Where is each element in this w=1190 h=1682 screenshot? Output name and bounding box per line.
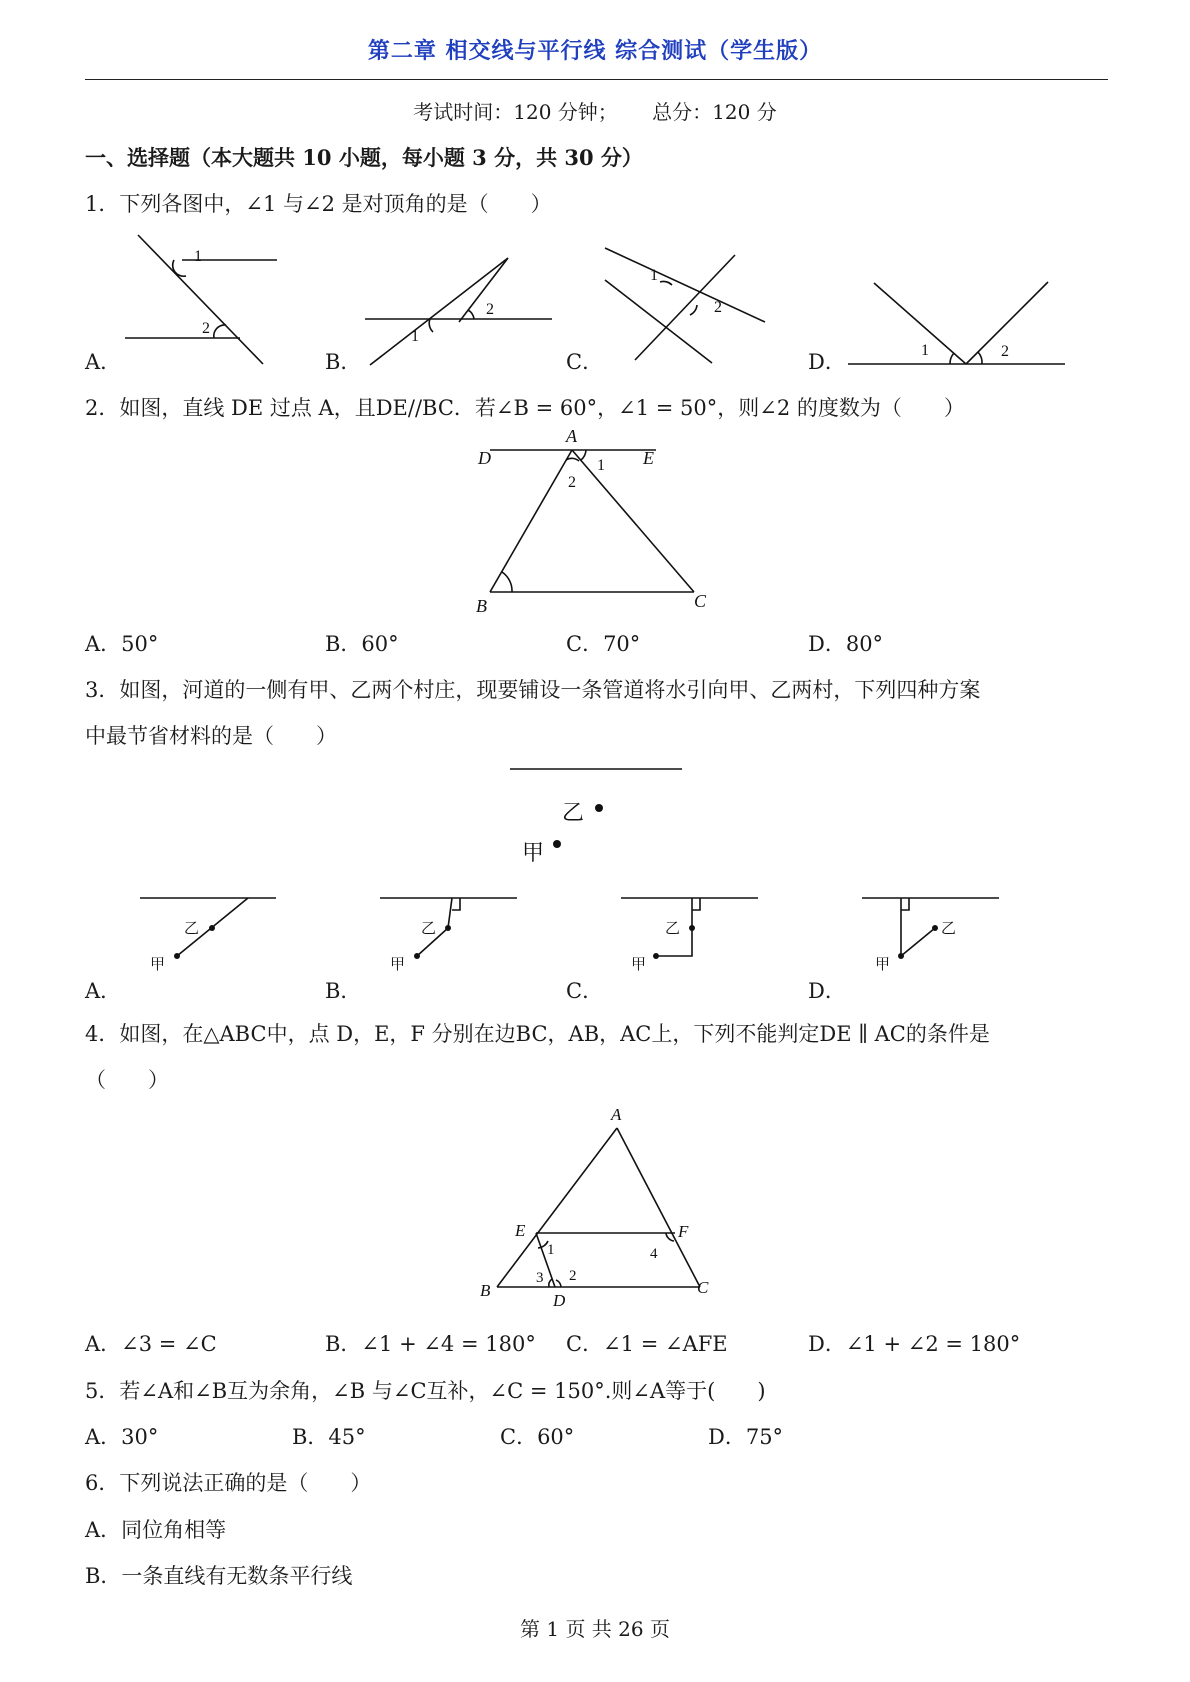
q4-stem-line2: （ ） — [85, 1068, 169, 1092]
q3b-pipe-2 — [448, 898, 452, 928]
q6-stem: 6．下列说法正确的是（ ） — [85, 1471, 372, 1495]
q3a-yi-dot — [209, 925, 215, 931]
q4-label-4: 4 — [650, 1246, 658, 1262]
q6-option-b: B．一条直线有无数条平行线 — [85, 1564, 353, 1588]
q5-option-a: A．30° — [85, 1425, 159, 1449]
q1d-angle1-arc — [950, 353, 954, 364]
q3b-jia-dot — [414, 953, 420, 959]
q5-option-d: D．75° — [708, 1425, 784, 1449]
q3c-yi-dot — [689, 925, 695, 931]
q4-angle3-arc — [549, 1279, 552, 1287]
q1d-label-2: 2 — [1001, 343, 1009, 360]
q4-label-b: B — [480, 1281, 491, 1300]
q3b-right-angle — [452, 898, 460, 910]
q3-stem-line1: 3．如图，河道的一侧有甲、乙两个村庄，现要铺设一条管道将水引向甲、乙两村，下列四种方案 — [85, 678, 981, 702]
q3d-jia-dot — [898, 953, 904, 959]
q5-option-b: B．45° — [292, 1425, 366, 1449]
q4-label-c: C — [697, 1278, 709, 1297]
q3-label-jia: 甲 — [522, 840, 545, 865]
exam-info — [0, 96, 1190, 125]
q1c-label-2: 2 — [714, 299, 722, 316]
page-footer: 第 1 页 共 26 页 — [520, 1617, 670, 1641]
q1-option-d: D． — [808, 350, 846, 374]
q5-option-c: C．60° — [500, 1425, 575, 1449]
q4-label-2: 2 — [569, 1268, 577, 1284]
exam-time: 考试时间：120 分钟； — [413, 100, 618, 124]
q4-angle2-arc — [556, 1280, 561, 1287]
q1c-line3 — [605, 280, 712, 363]
q2-option-c: C．70° — [566, 632, 641, 656]
q2-option-a: A．50° — [85, 632, 159, 656]
q1c-line1 — [605, 248, 765, 322]
q3-stem-line2: 中最节省材料的是（ ） — [85, 724, 337, 748]
q6-option-a: A．同位角相等 — [85, 1518, 227, 1542]
header-divider — [85, 79, 1108, 80]
q4-side-ac — [617, 1128, 700, 1287]
q1-figures — [0, 225, 1190, 365]
q2-stem: 2．如图，直线 DE 过点 A，且DE//BC．若∠B = 60°，∠1 = 50°，则∠2 的度数为（ ） — [85, 396, 965, 420]
q1-stem: 1．下列各图中，∠1 与∠2 是对顶角的是（ ） — [85, 192, 552, 216]
q3-option-d: D． — [808, 979, 846, 1003]
q1c-angle2-arc — [690, 305, 697, 315]
q3a-jia-dot — [174, 953, 180, 959]
q3-label-yi: 乙 — [562, 800, 585, 825]
q3d-right-angle — [901, 898, 909, 910]
q3c-jia-dot — [653, 953, 659, 959]
q2-label-c: C — [694, 591, 707, 611]
q4-label-1: 1 — [547, 1242, 555, 1258]
q3-figures — [0, 760, 1190, 985]
q1a-label-2: 2 — [202, 320, 210, 337]
q4-label-a: A — [611, 1105, 622, 1124]
q2-angle2-arc — [566, 458, 579, 461]
q4-label-3: 3 — [536, 1270, 544, 1286]
q1c-label-1: 1 — [650, 267, 658, 284]
q3d-label-jia: 甲 — [875, 957, 891, 973]
q1a-angle2-arc — [214, 325, 226, 338]
q1-option-b: B． — [325, 350, 362, 374]
q4-stem-line1: 4．如图，在△ABC中，点 D，E，F 分别在边BC，AB，AC上，下列不能判定DE ∥ AC的条件是 — [85, 1022, 990, 1046]
q4-side-ab — [497, 1128, 617, 1287]
q4-option-d: D．∠1 + ∠2 = 180° — [808, 1332, 1021, 1356]
q3c-label-yi: 乙 — [665, 921, 681, 937]
q2-label-e: E — [643, 448, 654, 468]
q1b-label-1: 1 — [411, 328, 419, 345]
q2-side-ac — [572, 450, 694, 592]
q1c-angle1-arc — [660, 281, 672, 285]
q3d-label-yi: 乙 — [941, 921, 957, 937]
q4-option-b: B．∠1 + ∠4 = 180° — [325, 1332, 536, 1356]
q1b-angle2-arc — [468, 310, 474, 319]
q4-option-c: C．∠1 = ∠AFE — [566, 1332, 728, 1356]
q3-option-a: A． — [85, 979, 122, 1003]
q3c-right-angle — [692, 898, 700, 910]
q2-side-ab — [490, 450, 572, 592]
q3a-label-jia: 甲 — [150, 957, 166, 973]
q2-angleB-arc — [502, 572, 512, 592]
q3-village-yi-dot — [595, 804, 603, 812]
q1d-left-ray — [874, 283, 966, 364]
q2-figure — [0, 420, 1190, 620]
q3c-label-jia: 甲 — [631, 957, 647, 973]
q3b-label-jia: 甲 — [390, 957, 406, 973]
q2-label-a: A — [566, 426, 577, 446]
q1d-label-1: 1 — [921, 342, 929, 359]
q1a-label-1: 1 — [194, 248, 202, 265]
section-heading: 一、选择题（本大题共 10 小题，每小题 3 分，共 30 分） — [85, 145, 643, 170]
exam-score: 总分：120 分 — [652, 100, 777, 124]
q3-village-jia-dot — [553, 840, 561, 848]
q2-angle1-arc — [581, 450, 586, 460]
q3-option-b: B． — [325, 979, 362, 1003]
q2-label-1: 1 — [597, 457, 605, 474]
q4-figure — [0, 1100, 1190, 1315]
q4-label-e: E — [515, 1221, 526, 1240]
q3d-pipe-2 — [901, 928, 935, 956]
q2-label-b: B — [476, 596, 487, 616]
q2-label-2: 2 — [568, 474, 576, 491]
q4-label-d: D — [553, 1291, 566, 1310]
q4-label-f: F — [678, 1222, 689, 1241]
q3d-yi-dot — [932, 925, 938, 931]
page-title: 第二章 相交线与平行线 综合测试（学生版） — [367, 38, 823, 64]
q2-option-b: B．60° — [325, 632, 399, 656]
q1b-angle1-arc — [429, 319, 433, 332]
q3a-label-yi: 乙 — [184, 921, 200, 937]
q3b-yi-dot — [445, 925, 451, 931]
q2-label-d: D — [478, 448, 491, 468]
q2-option-d: D．80° — [808, 632, 884, 656]
q1b-label-2: 2 — [486, 301, 494, 318]
q5-stem: 5．若∠A和∠B互为余角，∠B 与∠C互补，∠C = 150°.则∠A等于( ) — [85, 1379, 766, 1403]
q1-option-c: C． — [566, 350, 604, 374]
q3-option-c: C． — [566, 979, 604, 1003]
q3b-label-yi: 乙 — [421, 921, 437, 937]
q4-option-a: A．∠3 = ∠C — [85, 1332, 217, 1356]
q1-option-a: A． — [85, 350, 122, 374]
q1d-angle2-arc — [978, 352, 982, 364]
